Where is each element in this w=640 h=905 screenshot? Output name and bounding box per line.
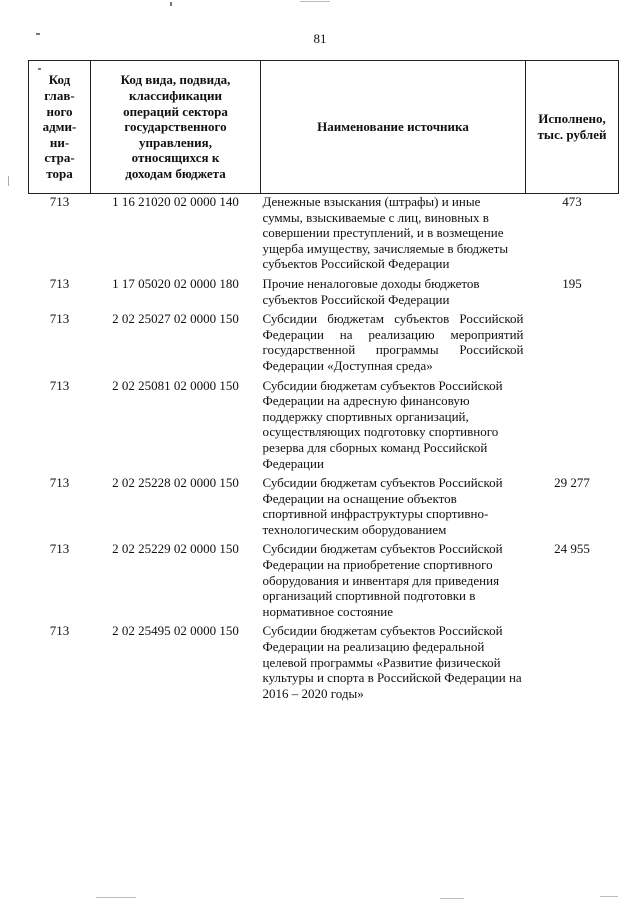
kind-code-cell: 2 02 25229 02 0000 150	[112, 541, 239, 557]
header-kind-code: Код вида, подвида, классификации операций сектора государственного управления, относящихся к доходам бюджета	[91, 61, 261, 194]
header-admin-code: Код глав- ного адми- ни- стра- тора	[29, 61, 91, 194]
header-executed: Исполнено, тыс. рублей	[526, 61, 619, 194]
budget-revenue-table	[28, 60, 619, 705]
kind-code-cell: 1 16 21020 02 0000 140	[112, 194, 239, 209]
admin-code-cell: 713	[49, 194, 70, 209]
source-name-cell: Субсидии бюджетам субъектов Российской Федерации на оснащение объектов спортивной инфраструктуры спортивно-технологическим оборудованием	[262, 475, 503, 537]
admin-code-cell: 713	[49, 475, 70, 491]
table-row	[29, 194, 619, 276]
amount-cell	[526, 623, 619, 705]
header-source-name: Наименование источника	[261, 61, 526, 194]
admin-code-cell: 713	[49, 311, 70, 327]
table-row	[29, 378, 619, 476]
amount-cell: 473	[562, 194, 582, 209]
admin-code-cell: 713	[49, 275, 70, 291]
table-row	[29, 475, 619, 541]
admin-code-cell: 713	[49, 541, 70, 557]
amount-cell: 195	[562, 275, 582, 291]
kind-code-cell: 2 02 25228 02 0000 150	[112, 475, 239, 491]
amount-cell	[526, 311, 619, 377]
amount-cell: 24 955	[554, 541, 590, 557]
source-name-cell: Прочие неналоговые доходы бюджетов субъектов Российской Федерации	[262, 275, 480, 307]
kind-code-cell: 1 17 05020 02 0000 180	[112, 275, 239, 291]
scan-artifact	[440, 898, 464, 899]
table-row	[29, 541, 619, 623]
source-name-cell: Субсидии бюджетам субъектов Российской Федерации на адресную финансовую поддержку спортивных организаций, осуществляющих подготовку спортивного резерва для сборных команд Российской Федерации	[262, 377, 503, 471]
scan-artifact	[96, 897, 136, 898]
table-row	[29, 276, 619, 311]
source-name-cell: Субсидии бюджетам субъектов Российской Федерации на приобретение спортивного оборудования и инвентаря для приведения организаций спортивной подготовки в нормативное состояние	[262, 541, 503, 619]
kind-code-cell: 2 02 25081 02 0000 150	[112, 377, 239, 393]
source-name-cell: Субсидии бюджетам субъектов Российской Федерации на реализацию федеральной целевой программы «Развитие физической культуры и спорта в Российской Федерации на 2016 – 2020 годы»	[262, 623, 522, 701]
table-row	[29, 311, 619, 377]
admin-code-cell: 713	[49, 623, 70, 639]
kind-code-cell: 2 02 25027 02 0000 150	[112, 311, 239, 327]
amount-cell	[526, 378, 619, 476]
table-header-row	[29, 61, 619, 194]
scan-artifact	[8, 176, 9, 186]
source-name-cell: Денежные взыскания (штрафы) и иные суммы, взыскиваемые с лиц, виновных в совершении преступлений, и в возмещение ущерба имуществу, зачисляемые в бюджеты субъектов Российской Федерации	[262, 194, 509, 272]
kind-code-cell: 2 02 25495 02 0000 150	[112, 623, 239, 639]
scan-artifact	[300, 1, 330, 2]
scan-artifact	[170, 2, 172, 6]
source-name-cell: Субсидии бюджетам субъектов Российской Федерации на реализацию мероприятий государственной программы Российской Федерации «Доступная среда»	[262, 311, 524, 373]
admin-code-cell: 713	[49, 377, 70, 393]
table-row	[29, 623, 619, 705]
scan-artifact	[600, 896, 618, 897]
page-number: 81	[313, 31, 327, 46]
amount-cell: 29 277	[554, 475, 590, 491]
